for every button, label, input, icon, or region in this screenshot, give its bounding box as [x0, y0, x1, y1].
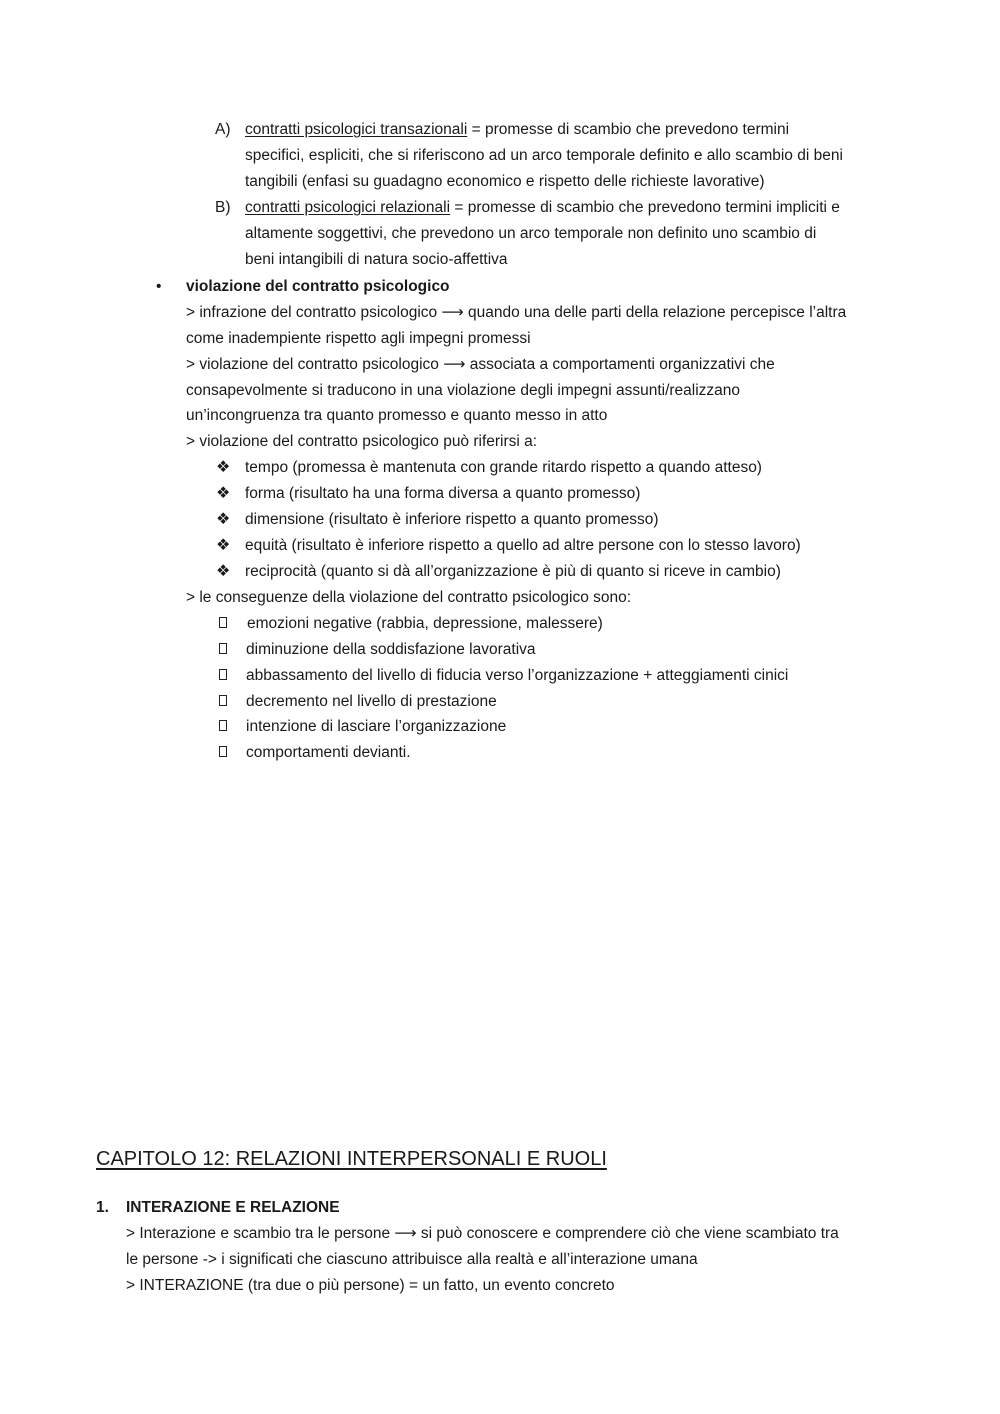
contratto-transazionale-line-1: contratti psicologici transazionali = promesse di scambio che prevedono termini	[245, 121, 790, 138]
diamond-bullet-icon: ❖	[216, 563, 231, 580]
contratto-relazionale-line-3: beni intangibili di natura socio-affettiva	[245, 251, 508, 268]
box-bullet-icon	[219, 720, 227, 731]
tipo-violazione-item: equità (risultato è inferiore rispetto a quello ad altre persone con lo stesso lavoro)	[245, 537, 801, 554]
bullet-icon: •	[156, 278, 162, 295]
tipo-violazione-item: forma (risultato ha una forma diversa a quanto promesso)	[245, 485, 641, 502]
contratto-transazionale-line-2: specifici, espliciti, che si riferiscono ad un arco temporale definito e allo scambio di beni	[245, 147, 843, 164]
section-line: le persone -> i significati che ciascuno attribuisce alla realtà e all’interazione umana	[126, 1251, 698, 1268]
conseguenza-item: emozioni negative (rabbia, depressione, malessere)	[247, 615, 603, 632]
violazione-line: consapevolmente si traducono in una violazione degli impegni assunti/realizzano	[186, 382, 741, 399]
violazione-line: > infrazione del contratto psicologico ⟶ quando una delle parti della relazione percepisce l’altra	[186, 304, 847, 321]
box-bullet-icon	[219, 643, 227, 654]
diamond-bullet-icon: ❖	[216, 459, 231, 476]
term-relazionali: contratti psicologici relazionali	[245, 199, 451, 216]
chapter-title: CAPITOLO 12: RELAZIONI INTERPERSONALI E RUOLI	[96, 1148, 607, 1170]
contratto-relazionale-line-2: altamente soggettivi, che prevedono un arco temporale non definito uno scambio di	[245, 225, 817, 242]
box-bullet-icon	[219, 746, 227, 757]
box-bullet-icon	[219, 695, 227, 706]
conseguenze-intro: > le conseguenze della violazione del contratto psicologico sono:	[186, 589, 632, 606]
box-bullet-icon	[219, 669, 227, 680]
tipo-violazione-item: dimensione (risultato è inferiore rispetto a quanto promesso)	[245, 511, 659, 528]
box-bullet-icon	[219, 617, 227, 628]
diamond-bullet-icon: ❖	[216, 537, 231, 554]
list-marker-b: B)	[215, 199, 231, 216]
section-line: > INTERAZIONE (tra due o più persone) = un fatto, un evento concreto	[126, 1277, 615, 1294]
conseguenza-item: intenzione di lasciare l’organizzazione	[246, 718, 507, 735]
tipo-violazione-item: reciprocità (quanto si dà all’organizzazione è più di quanto si riceve in cambio)	[245, 563, 781, 580]
violazione-heading: violazione del contratto psicologico	[186, 278, 450, 295]
violazione-line: > violazione del contratto psicologico ⟶ associata a comportamenti organizzativi che	[186, 356, 775, 373]
contratto-transazionale-line-3: tangibili (enfasi su guadagno economico e rispetto delle richieste lavorative)	[245, 173, 765, 190]
section-title: INTERAZIONE E RELAZIONE	[126, 1199, 340, 1216]
conseguenza-item: abbassamento del livello di fiducia verso l’organizzazione + atteggiamenti cinici	[246, 667, 789, 684]
section-number: 1.	[96, 1199, 109, 1216]
term-transazionali: contratti psicologici transazionali	[245, 121, 468, 138]
violazione-line: > violazione del contratto psicologico può riferirsi a:	[186, 433, 538, 450]
conseguenza-item: decremento nel livello di prestazione	[246, 693, 497, 710]
list-marker-a: A)	[215, 121, 231, 138]
diamond-bullet-icon: ❖	[216, 511, 231, 528]
section-line: > Interazione e scambio tra le persone ⟶ si può conoscere e comprendere ciò che viene scambiato tra	[126, 1225, 839, 1242]
violazione-line: un’incongruenza tra quanto promesso e quanto messo in atto	[186, 407, 608, 424]
contratto-relazionale-line-1: contratti psicologici relazionali = promesse di scambio che prevedono termini impliciti e	[245, 199, 840, 216]
tipo-violazione-item: tempo (promessa è mantenuta con grande ritardo rispetto a quando atteso)	[245, 459, 762, 476]
diamond-bullet-icon: ❖	[216, 485, 231, 502]
conseguenza-item: diminuzione della soddisfazione lavorativa	[246, 641, 536, 658]
violazione-line: come inadempiente rispetto agli impegni promessi	[186, 330, 531, 347]
conseguenza-item: comportamenti devianti.	[246, 744, 411, 761]
